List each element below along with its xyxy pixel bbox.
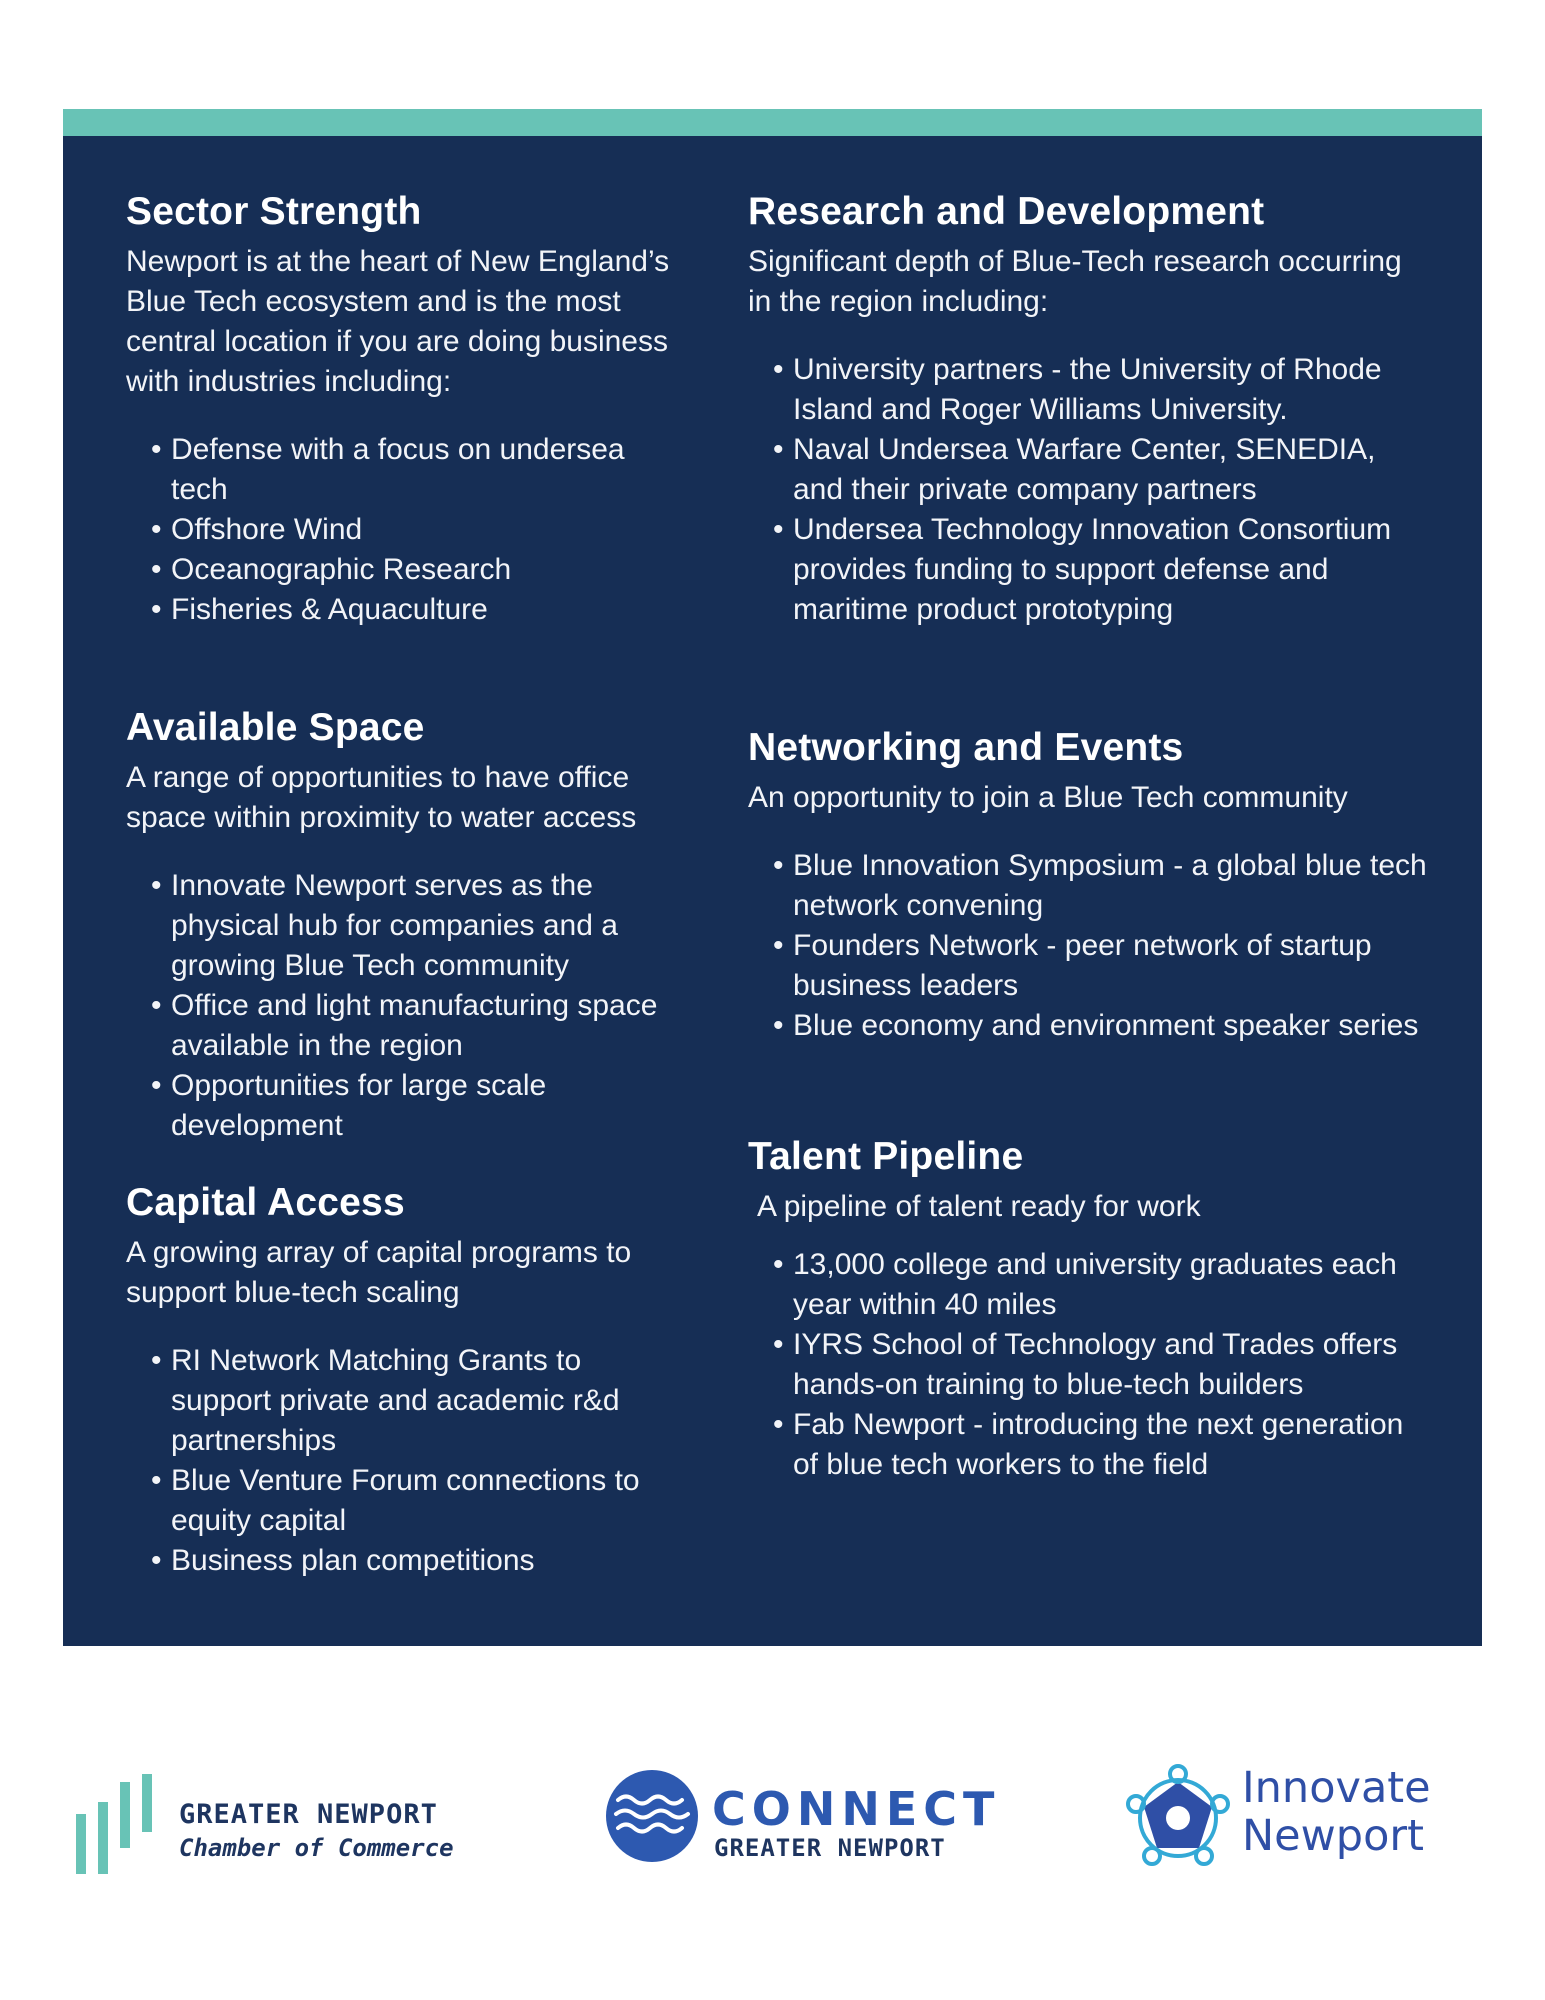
- section-intro: A pipeline of talent ready for work: [757, 1190, 1201, 1223]
- list-item: • Innovate Newport serves as the physical hub for companies and a growing Blue Tech community: [151, 866, 686, 986]
- list-item: • Naval Undersea Warfare Center, SENEDIA, and their private company partners: [773, 430, 1428, 510]
- list-item: • RI Network Matching Grants to support private and academic r&d partnerships: [151, 1341, 686, 1461]
- section-talent-pipeline: [748, 1133, 1428, 1485]
- footer-logos: [0, 1760, 1545, 1890]
- innovate-newport-logo: [1120, 1760, 1480, 1890]
- section-title: Networking and Events: [748, 726, 1184, 769]
- bullet-list: [126, 1341, 686, 1581]
- list-item: • 13,000 college and university graduates each year within 40 miles: [773, 1245, 1428, 1325]
- connect-greater-newport-logo: [604, 1768, 1024, 1878]
- section-intro: Significant depth of Blue-Tech research occurring in the region including:: [748, 245, 1402, 318]
- list-item: • Fisheries & Aquaculture: [151, 590, 686, 630]
- section-title: Available Space: [126, 706, 425, 749]
- section-intro: A range of opportunities to have office space within proximity to water access: [126, 761, 637, 834]
- content-panel: [63, 136, 1482, 1646]
- chamber-subtitle: Chamber of Commerce: [179, 1834, 454, 1862]
- section-title: Capital Access: [126, 1181, 405, 1224]
- section-intro: Newport is at the heart of New England’s Blue Tech ecosystem and is the most central location if you are doing business with industries including:: [126, 245, 670, 398]
- list-item: • Offshore Wind: [151, 510, 686, 550]
- waves-icon: [604, 1768, 700, 1864]
- list-item: • Business plan competitions: [151, 1541, 686, 1581]
- section-capital-access: [126, 1179, 686, 1581]
- chamber-bars-icon: [74, 1764, 164, 1884]
- bullet-list: [126, 866, 686, 1146]
- section-research-development: [748, 188, 1428, 630]
- list-item: • Office and light manufacturing space available in the region: [151, 986, 686, 1066]
- innovate-wordmark: [1242, 1764, 1431, 1860]
- section-intro: A growing array of capital programs to support blue-tech scaling: [126, 1236, 632, 1309]
- list-item: • Opportunities for large scale development: [151, 1066, 686, 1146]
- section-sector-strength: [126, 188, 686, 630]
- list-item: • Blue economy and environment speaker series: [773, 1006, 1428, 1046]
- bullet-list: [748, 350, 1428, 630]
- bullet-list: [748, 1245, 1428, 1485]
- list-item: • Fab Newport - introducing the next generation of blue tech workers to the field: [773, 1405, 1428, 1485]
- connect-wordmark: CONNECT: [712, 1782, 1001, 1836]
- chamber-name: GREATER NEWPORT: [179, 1799, 438, 1830]
- list-item: • Oceanographic Research: [151, 550, 686, 590]
- bullet-list: [748, 846, 1428, 1046]
- list-item: • Defense with a focus on undersea tech: [151, 430, 686, 510]
- section-title: Talent Pipeline: [748, 1135, 1024, 1178]
- connect-subtitle: GREATER NEWPORT: [714, 1834, 946, 1862]
- innovate-line-1: Innovate: [1242, 1763, 1431, 1813]
- list-item: • Undersea Technology Innovation Consortium provides funding to support defense and maritime product prototyping: [773, 510, 1428, 630]
- section-title: Research and Development: [748, 190, 1265, 233]
- list-item: • IYRS School of Technology and Trades offers hands-on training to blue-tech builders: [773, 1325, 1428, 1405]
- bullet-list: [126, 430, 686, 630]
- innovate-line-2: Newport: [1242, 1811, 1424, 1861]
- list-item: • Blue Innovation Symposium - a global blue tech network convening: [773, 846, 1428, 926]
- section-available-space: [126, 704, 686, 1146]
- list-item: • Blue Venture Forum connections to equity capital: [151, 1461, 686, 1541]
- star-network-icon: [1120, 1760, 1236, 1876]
- section-title: Sector Strength: [126, 190, 422, 233]
- section-networking-events: [748, 724, 1428, 1046]
- list-item: • Founders Network - peer network of startup business leaders: [773, 926, 1428, 1006]
- section-intro: An opportunity to join a Blue Tech community: [748, 781, 1348, 814]
- accent-bar: [63, 109, 1482, 136]
- chamber-of-commerce-logo: [74, 1764, 504, 1884]
- list-item: • University partners - the University of Rhode Island and Roger Williams University.: [773, 350, 1428, 430]
